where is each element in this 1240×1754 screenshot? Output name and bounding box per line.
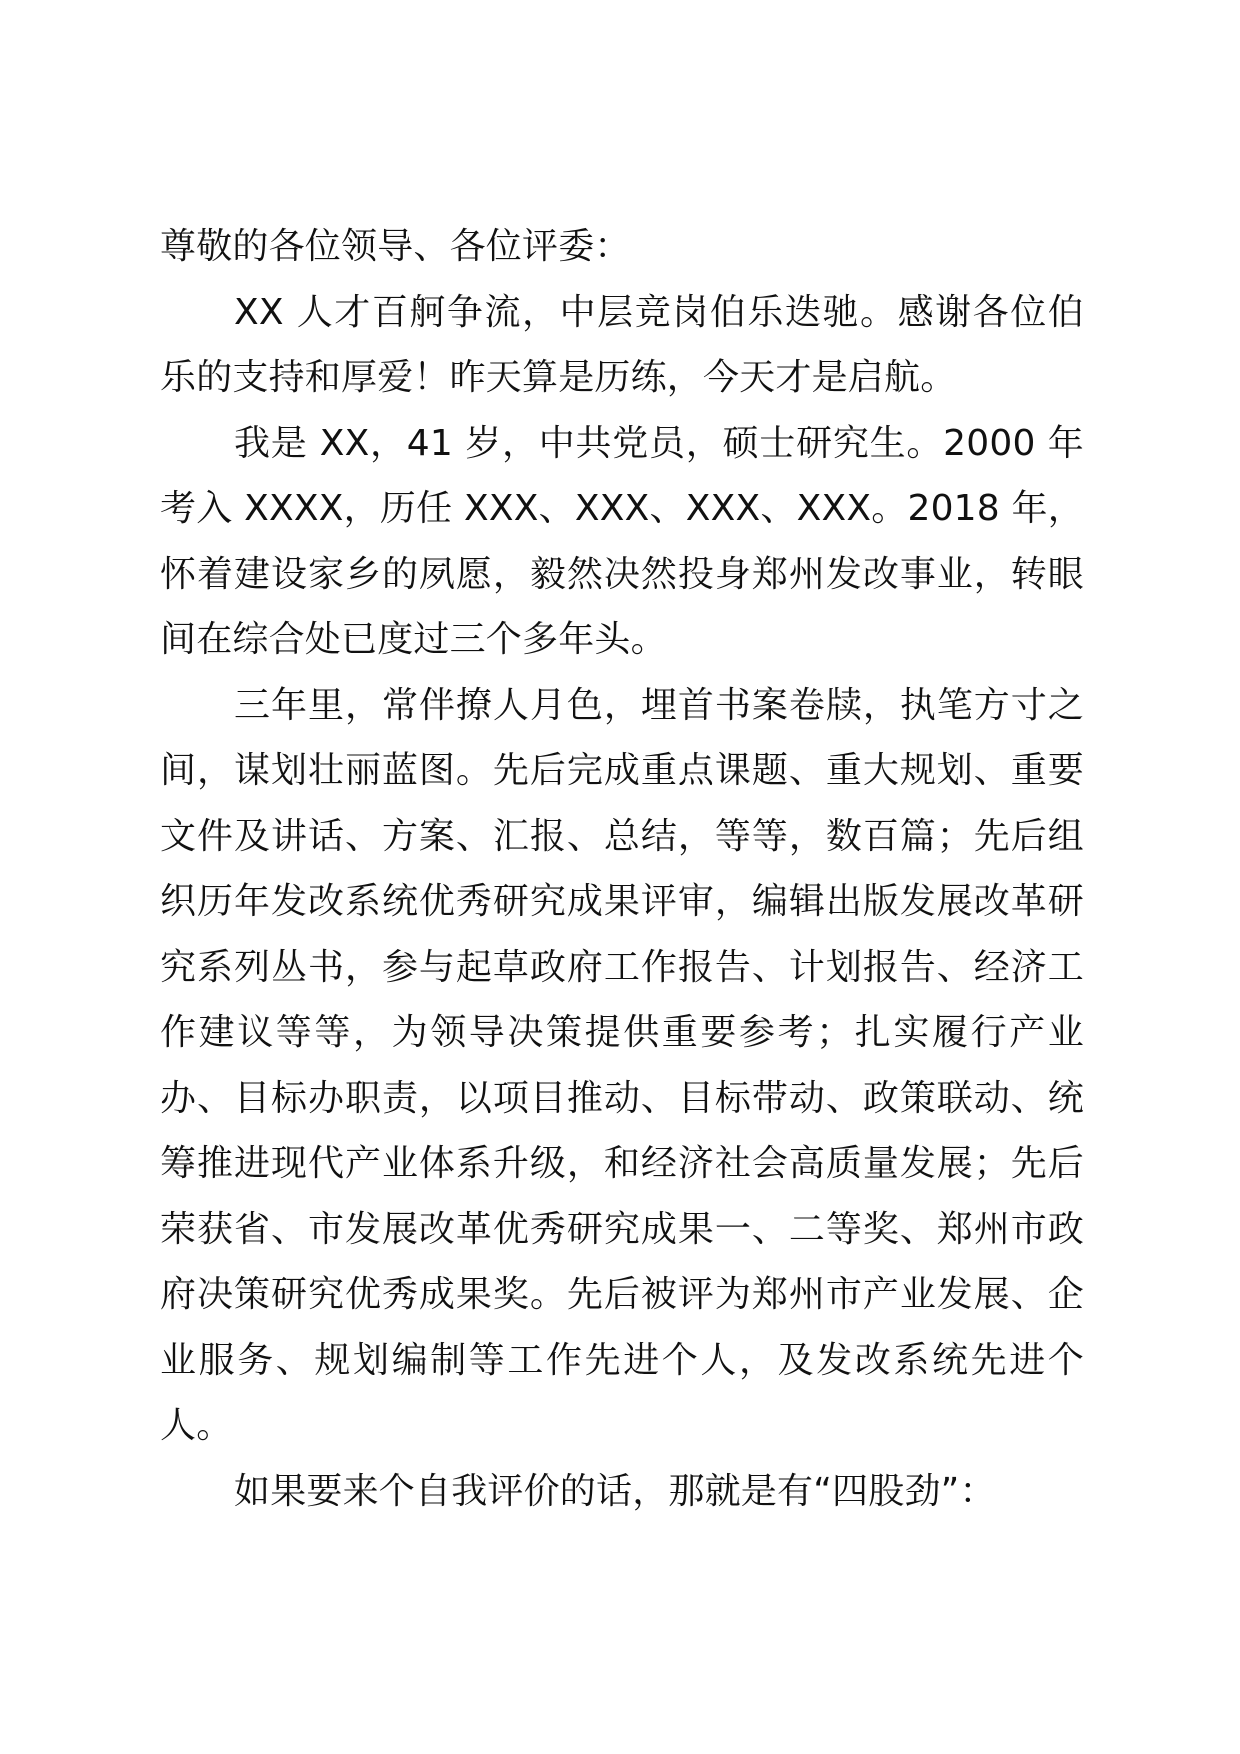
- salutation: 尊敬的各位领导、各位评委：: [160, 226, 631, 267]
- paragraph-opening: XX 人才百舸争流，中层竞岗伯乐迭驰。感谢各位伯乐的支持和厚爱！昨天算是历练，今天才是启航。: [160, 291, 1084, 398]
- document-body: [160, 214, 1084, 1524]
- paragraph-self-introduction: 我是 XX，41 岁，中共党员，硕士研究生。2000 年考入 XXXX，历任 XXX、XXX、XXX、XXX。2018 年，怀着建设家乡的夙愿，毅然决然投身郑州发改事业，转眼间在综合处已度过三个多年头。: [160, 422, 1084, 660]
- paragraph-achievements: 三年里，常伴撩人月色，埋首书案卷牍，执笔方寸之间，谋划壮丽蓝图。先后完成重点课题、重大规划、重要文件及讲话、方案、汇报、总结，等等，数百篇；先后组织历年发改系统优秀研究成果评审，编辑出版发展改革研究系列丛书，参与起草政府工作报告、计划报告、经济工作建议等等，为领导决策提供重要参考；扎实履行产业办、目标办职责，以项目推动、目标带动、政策联动、统筹推进现代产业体系升级，和经济社会高质量发展；先后荣获省、市发展改革优秀研究成果一、二等奖、郑州市政府决策研究优秀成果奖。先后被评为郑州市产业发展、企业服务、规划编制等工作先进个人，及发改系统先进个人。: [160, 684, 1084, 1446]
- paragraph-self-evaluation: 如果要来个自我评价的话，那就是有“四股劲”：: [234, 1470, 996, 1512]
